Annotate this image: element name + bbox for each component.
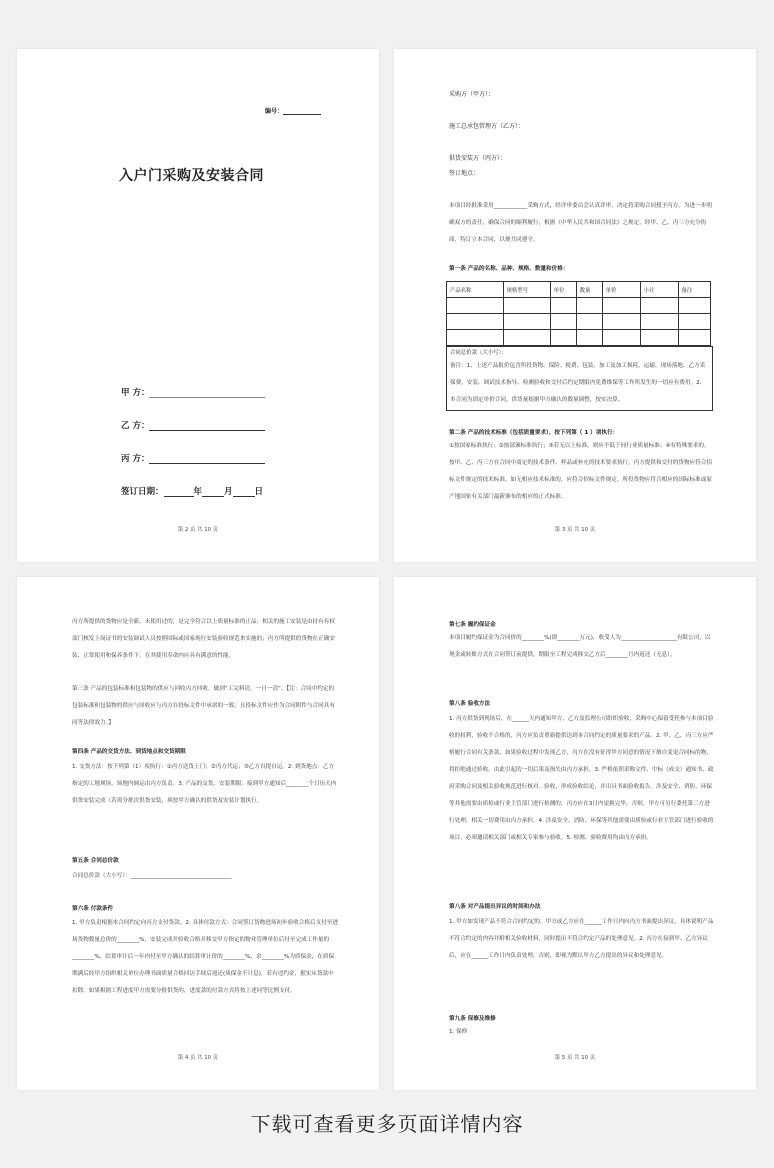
table-header-cell: 产品名称	[447, 282, 504, 298]
table-header-cell: 小计	[640, 282, 678, 298]
table-row	[447, 314, 711, 330]
contract-page-4	[17, 577, 379, 1090]
page-footer: 第 4 页 共 10 页	[177, 1055, 219, 1061]
carry-over-paragraph: 丙方所提供的货物应是全新、未使用过的，是完全符合以上质量标准的正品；相关的施工安装是由持有有权部门核发上岗证书的安装调试人员按照国际或国家现行安装验收规范来实施的；丙方所提供的货物在正确安装、正常使用和保养条件下，在其使用寿命内应具有满意的性能。	[72, 619, 335, 659]
article-4-heading: 第四条 产品的交货方法、到货地点和交货期限	[72, 749, 186, 755]
article-8b-heading: 第八条 对产品提出异议的时间和办法	[449, 904, 541, 910]
page-footer: 第 3 页 共 10 页	[554, 527, 596, 533]
contract-title: 入户门采购及安装合同	[119, 168, 264, 184]
installer-label: 供货安装方（丙方）：	[449, 155, 507, 162]
article-9-heading: 第九条 保修及维修	[449, 1016, 496, 1022]
contract-number-label: 编号：	[265, 105, 321, 115]
article-7-text: 本项目履约保证金为合同价的________%(即________万元)，收受人为____________________有限公司，以现金或转账方式在合同签订前提供，期限至工程完成移交乙方后________月内返还（无息）。	[449, 635, 711, 658]
table-header-row	[447, 282, 711, 298]
article-8-heading: 第八条 验收方法	[449, 701, 491, 707]
table-row	[447, 330, 711, 346]
contract-page-3	[394, 49, 756, 562]
contract-cover-page	[17, 49, 379, 562]
total-price-label: 合同总价款（大小写）：	[450, 350, 507, 356]
article-1-heading: 第一条 产品的名称、品种、规格、数量和价格：	[449, 266, 569, 272]
contractor-label: 施工总承包管理方（乙方）：	[449, 123, 525, 130]
article-9-text: 1. 保修	[449, 1029, 468, 1035]
page-footer: 第 5 页 共 10 页	[554, 1055, 596, 1061]
table-header-cell: 规格型号	[503, 282, 550, 298]
article-6-heading: 第六条 付款条件	[72, 906, 114, 912]
article-5-text: 合同总价款（大小写）：____________________________________	[72, 873, 232, 879]
table-header-cell: 备注	[678, 282, 710, 298]
remark-text: 备注：1、上述产品报价包含所投货物、保险、税费、包装、加工及加工损耗、运输、现场落地、乙方采保费、安装、调试技术指导、检测验收和交付后约定期限内免费维保等工作所发生的一切应有费用。2、本合同为固定单价合同，供货量根据甲方确认的数量调整，按实决算。	[450, 363, 706, 403]
article-6-text: 1. 甲方负责根据本合同约定向丙方支付货款。2. 具体付款方式：合同签订货物进场初步验收合格后支付至进场货物数量总价的________%，安装完成并验收合格并移交甲方指定的物业管理单位后付至完成工作量的________%，结算审计后一年内付至甲方确认的结算审计价的________%，余________%为质保金，在质保期满后经甲方组织相关单位办理书面质量合格回访手续后返还(质保金不计息)，若有违约金，据实从货款中扣除。如果根据工程进度甲方需要分批供货的，进度款的付款方式将按上述同等比例支付。	[72, 920, 338, 994]
article-2-text: ①按国家标准执行；②按部颁标准执行；③若无以上标准，则应不低于同行业质量标准；④有特殊要求的，按甲、乙、丙三方在合同中商定的技术条件、样品或补充的技术要求执行。丙方提供和交付的货物应符合招标文件规定的技术标准，如无相应技术标准的，应符合招标文件规定。所投货物应符合相应的国际标准或原产地国家有关部门最新颁布的相应的正式标准。	[449, 443, 712, 500]
total-remark-box	[446, 346, 713, 411]
article-5-heading: 第五条 合同总价款	[72, 858, 119, 864]
intro-paragraph: 本项目经批准采用____________采购方式，经评审委员会认真评审，决定将采购合同授予丙方。为进一步明确双方的责任，确保合同的顺利履行，根据《中华人民共和国合同法》之规定，经甲、乙、丙三方充分协商，特订立本合同，以便共同遵守。	[449, 203, 712, 243]
table-header-cell: 单价	[602, 282, 640, 298]
article-3-paragraph: 第三条 产品的包装标准和包装物的供应与回收丙方回收，做到“工完料清，一日一清”。【注：合同中约定的包装标准和包装物的供应与回收应与丙方在投标文件中承诺的一致，且投标文件应作为合同附件与合同具有同等法律效力。】	[72, 686, 335, 726]
article-8-text: 1. 丙方供货到现场后，在______天内通知甲方、乙方及监理公司组织验收，采购中心保留受托参与本项目验收的权利，验收不合格的，丙方应负责重新提供达到本合同约定的质量要求的产品。2. 甲、乙、丙三方应严格履行合同有关条款，如果验收过程中发现乙方、丙方在没有征得甲方同意的情况下擅自变更合同标的物，将拒绝通过验收，由此引起的一切后果及损失由丙方承担。3. 严格依照采购文件、中标（成交）通知书、政府采购合同及相关验收规范进行核对、验收，形成验收结论，并出具书面验收报告。涉及安全、消防、环保等其他需要由质检或行业主管部门进行检测的，丙方应在3日内更换完毕，否则，甲方可另行委托第三方进行处理，相关一切费用由丙方承担。4. 涉及安全、消防、环保等其他需要由质检或行业主管部门进行验收的项目，必须邀请相关部门或相关专家参与验收。5. 检测、验收费用均由丙方承担。	[449, 716, 714, 841]
sign-date-line: 签订日期： 年 月 日	[121, 487, 264, 497]
table-header-cell: 数量	[576, 282, 602, 298]
product-table	[446, 281, 711, 346]
page-footer: 第 2 页 共 10 页	[177, 527, 219, 533]
party-a-line: 甲 方：	[121, 386, 265, 398]
contract-page-5	[394, 577, 756, 1090]
article-2-heading: 第二条 产品的技术标准（包括质量要求），按下列第（ 1 ）项执行：	[449, 430, 619, 436]
sign-place-label: 签订地点：	[449, 170, 480, 177]
article-4-text: 1. 交货方法：按下列第（1）项执行：①丙方送货上门；②丙方代运；③乙方自提自运。2. 到货地点：乙方指定的工地现场，场地内调运由丙方负责。3. 产品的交货、安装期限：接到甲方通知后________个日历天内供货安装完成（若需分批次供货安装，须按甲方确认的供货及安装计划执行。	[72, 764, 337, 804]
article-8b-text: 1. 甲方如发现产品不符合合同约定的，甲方或乙方应在______工作日内向丙方书面提出异议，具体说明产品不符合约定的内容并附相关验收材料，同时提出不符合约定产品的处理意见。2. 丙方在接到甲、乙方异议后，应在______工作日内负责处理，否则，即视为默认甲方乙方提出的异议和处理意见。	[449, 919, 714, 959]
table-header-cell: 单位	[550, 282, 576, 298]
buyer-label: 采购方（甲方）：	[449, 91, 495, 98]
party-c-line: 丙 方：	[121, 452, 265, 464]
table-row	[447, 298, 711, 314]
download-caption: 下载可查看更多页面详情内容	[250, 1112, 524, 1136]
party-b-line: 乙 方：	[121, 419, 265, 431]
article-7-heading: 第七条 履约保证金	[449, 622, 496, 628]
